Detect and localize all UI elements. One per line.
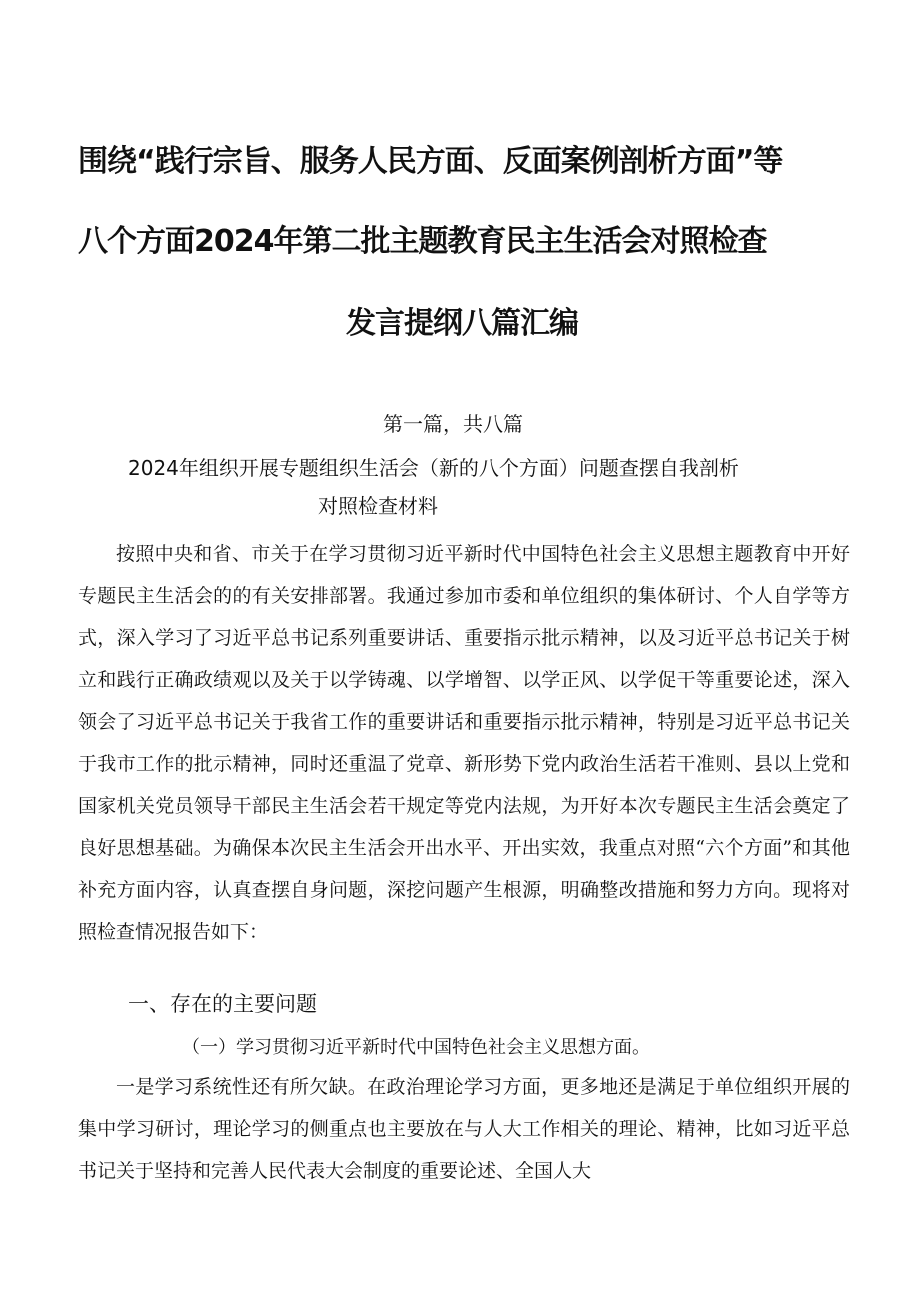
part-label: 第一篇，共八篇: [383, 412, 523, 436]
body-paragraph: 一是学习系统性还有所欠缺。在政治理论学习方面，更多地还是满足于单位组织开展的集中学习研讨，理论学习的侧重点也主要放在与人大工作相关的理论、精神，比如习近平总书记关于坚持和完善人民代表大会制度的重要论述、全国人大: [78, 1076, 850, 1182]
document-title-line-1: 围绕“践行宗旨、服务人民方面、反面案例剖析方面”等: [78, 144, 783, 179]
section-title-line-1: 2024年组织开展专题组织生活会（新的八个方面）问题查摆自我剖析: [128, 456, 739, 480]
subheading-study-thought: （一）学习贯彻习近平新时代中国特色社会主义思想方面。: [182, 1037, 650, 1058]
document-title-line-3: 发言提纲八篇汇编: [346, 306, 578, 341]
heading-existing-problems: 一、存在的主要问题: [128, 992, 317, 1016]
intro-paragraph: 按照中央和省、市关于在学习贯彻习近平新时代中国特色社会主义思想主题教育中开好专题民主生活会的的有关安排部署。我通过参加市委和单位组织的集体研讨、个人自学等方式，深入学习了习近平总书记系列重要讲话、重要指示批示精神，以及习近平总书记关于树立和践行正确政绩观以及关于以学铸魂、以学增智、以学正风、以学促干等重要论述，深入领会了习近平总书记关于我省工作的重要讲话和重要指示批示精神，特别是习近平总书记关于我市工作的批示精神，同时还重温了党章、新形势下党内政治生活若干准则、县以上党和国家机关党员领导干部民主生活会若干规定等党内法规，为开好本次专题民主生活会奠定了良好思想基础。为确保本次民主生活会开出水平、开出实效，我重点对照“六个方面”和其他补充方面内容，认真查摆自身问题，深挖问题产生根源，明确整改措施和努力方向。现将对照检查情况报告如下：: [78, 543, 850, 943]
document-title-line-2: 八个方面2024年第二批主题教育民主生活会对照检查: [78, 224, 767, 259]
section-title-line-2: 对照检查材料: [318, 494, 438, 518]
